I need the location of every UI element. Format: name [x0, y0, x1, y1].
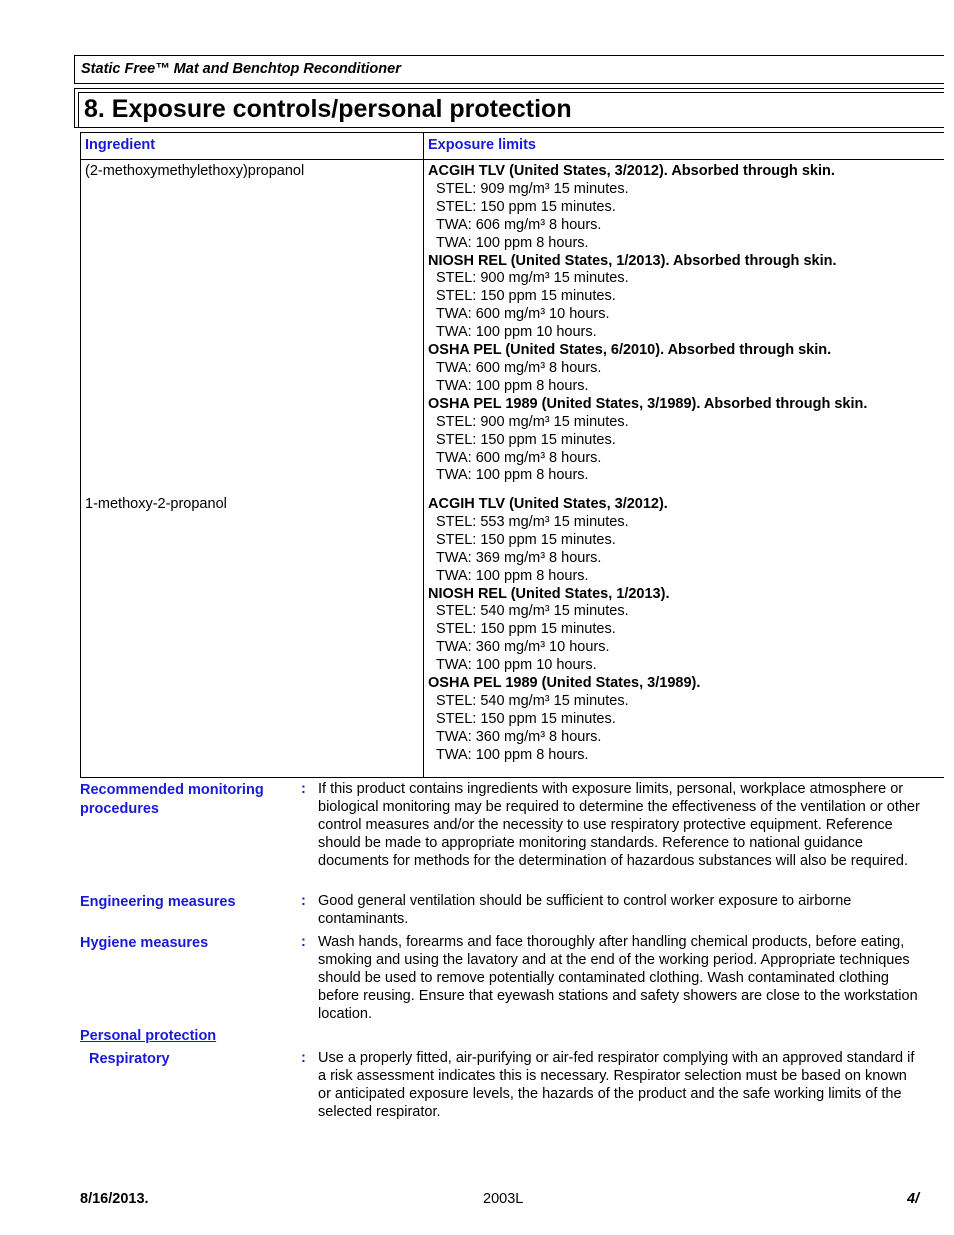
limit-value: TWA: 600 mg/m³ 8 hours.	[436, 359, 602, 376]
respiratory-text: Use a properly fitted, air-purifying or air-fed respirator complying with an approved standard if a risk assessment indicates this is necessary. Respirator selection must be based on known or anticipated exposure levels, the hazards of the product and the safe working limits of the selected respirator.	[318, 1050, 915, 1120]
limit-value: TWA: 369 mg/m³ 8 hours.	[436, 549, 602, 566]
limit-value: STEL: 540 mg/m³ 15 minutes.	[436, 692, 629, 709]
hygiene-measures-label: Hygiene measures	[80, 935, 209, 951]
monitoring-procedures-text: If this product contains ingredients with exposure limits, personal, workplace atmosphere or biological monitoring may be required to determine the effectiveness of the ventilation or other control measures and/or the necessity to use respiratory protective equipment. Reference should be made to appropriate monitoring standards. Reference to national guidance documents for methods for the determination of hazardous substances will also be required.	[318, 781, 920, 869]
limit-standard: NIOSH REL (United States, 1/2013).	[428, 585, 670, 602]
limit-value: STEL: 900 mg/m³ 15 minutes.	[436, 270, 629, 287]
product-name: Static Free™ Mat and Benchtop Reconditioner	[81, 61, 401, 77]
exposure-limits-cell	[428, 496, 700, 765]
monitoring-procedures-label: Recommended monitoring procedures	[80, 782, 264, 817]
table-column-divider	[423, 133, 424, 777]
engineering-measures-label: Engineering measures	[80, 894, 236, 910]
limit-value: TWA: 100 ppm 8 hours.	[436, 234, 589, 251]
limit-value: TWA: 100 ppm 8 hours.	[436, 467, 589, 484]
ingredient-name: (2-methoxymethylethoxy)propanol	[85, 163, 305, 179]
label-colon: :	[301, 934, 306, 950]
limit-value: TWA: 600 mg/m³ 8 hours.	[436, 449, 602, 466]
label-colon: :	[301, 781, 306, 797]
limit-value: TWA: 606 mg/m³ 8 hours.	[436, 216, 602, 233]
limit-standard: ACGIH TLV (United States, 3/2012). Absorbed through skin.	[428, 163, 835, 179]
limit-value: TWA: 100 ppm 10 hours.	[436, 324, 597, 341]
table-header-divider	[81, 159, 944, 160]
ingredient-name: 1-methoxy-2-propanol	[85, 496, 227, 512]
limit-standard: NIOSH REL (United States, 1/2013). Absorbed through skin.	[428, 252, 837, 269]
limit-value: STEL: 150 ppm 15 minutes.	[436, 621, 616, 638]
limit-standard: OSHA PEL 1989 (United States, 3/1989).	[428, 675, 701, 692]
hygiene-measures-text: Wash hands, forearms and face thoroughly after handling chemical products, before eating, smoking and using the lavatory and at the end of the working period. Appropriate techniques should be used to remove potentially contaminated clothing. Wash contaminated clothing before reusing. Ensure that eyewash stations and safety showers are close to the workstation location.	[318, 934, 918, 1022]
limit-standard: OSHA PEL (United States, 6/2010). Absorbed through skin.	[428, 342, 832, 359]
limit-value: TWA: 100 ppm 10 hours.	[436, 657, 597, 674]
exposure-limits-table	[80, 132, 944, 778]
limit-value: STEL: 150 ppm 15 minutes.	[436, 198, 616, 215]
limit-value: STEL: 150 ppm 15 minutes.	[436, 288, 616, 305]
label-colon: :	[301, 893, 306, 909]
limit-standard: OSHA PEL 1989 (United States, 3/1989). Absorbed through skin.	[428, 395, 868, 412]
product-name-header	[74, 55, 944, 84]
personal-protection-link[interactable]: Personal protection	[80, 1028, 217, 1044]
footer-page-number: 4/	[907, 1191, 920, 1207]
limit-value: STEL: 900 mg/m³ 15 minutes.	[436, 413, 629, 430]
footer-document-code: 2003L	[483, 1191, 524, 1207]
section-title-inner-frame	[78, 92, 944, 127]
exposure-limits-cell	[428, 163, 867, 485]
limit-value: TWA: 360 mg/m³ 8 hours.	[436, 728, 602, 745]
column-header-exposure-limits: Exposure limits	[428, 137, 536, 153]
limit-value: STEL: 150 ppm 15 minutes.	[436, 431, 616, 448]
section-title: 8. Exposure controls/personal protection	[84, 95, 572, 123]
limit-value: STEL: 553 mg/m³ 15 minutes.	[436, 513, 629, 530]
label-colon: :	[301, 1050, 306, 1066]
limit-value: TWA: 360 mg/m³ 10 hours.	[436, 639, 610, 656]
limit-value: STEL: 150 ppm 15 minutes.	[436, 531, 616, 548]
respiratory-label: Respiratory	[89, 1051, 170, 1067]
limit-value: TWA: 100 ppm 8 hours.	[436, 567, 589, 584]
column-header-ingredient: Ingredient	[85, 137, 156, 153]
limit-value: TWA: 100 ppm 8 hours.	[436, 746, 589, 763]
limit-value: TWA: 600 mg/m³ 10 hours.	[436, 306, 610, 323]
limit-standard: ACGIH TLV (United States, 3/2012).	[428, 496, 668, 512]
footer-date: 8/16/2013.	[80, 1191, 149, 1207]
limit-value: STEL: 540 mg/m³ 15 minutes.	[436, 603, 629, 620]
limit-value: STEL: 909 mg/m³ 15 minutes.	[436, 180, 629, 197]
engineering-measures-text: Good general ventilation should be sufficient to control worker exposure to airborne contaminants.	[318, 893, 852, 927]
limit-value: TWA: 100 ppm 8 hours.	[436, 377, 589, 394]
section-title-box	[74, 88, 944, 128]
limit-value: STEL: 150 ppm 15 minutes.	[436, 710, 616, 727]
